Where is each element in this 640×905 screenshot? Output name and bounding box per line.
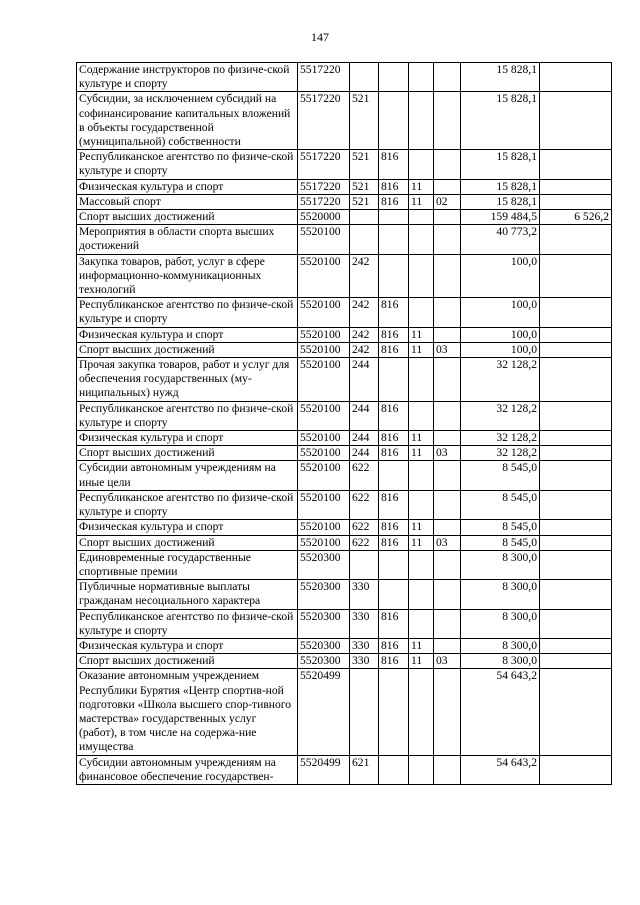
department-code-cell: 816	[379, 342, 409, 357]
section-code-cell	[409, 755, 434, 784]
amount-cell: 8 300,0	[461, 638, 540, 653]
expense-type-cell: 521	[350, 150, 379, 179]
subsection-code-cell	[434, 490, 461, 519]
target-article-cell: 5520100	[298, 461, 350, 490]
amount-cell: 8 545,0	[461, 520, 540, 535]
department-code-cell: 816	[379, 535, 409, 550]
section-code-cell: 11	[409, 327, 434, 342]
expense-type-cell: 242	[350, 254, 379, 298]
amount-extra-cell	[540, 755, 612, 784]
table-row	[77, 342, 612, 357]
section-code-cell	[409, 298, 434, 327]
section-code-cell	[409, 150, 434, 179]
target-article-cell: 5517220	[298, 92, 350, 150]
table-row	[77, 520, 612, 535]
table-row	[77, 461, 612, 490]
expense-type-cell: 242	[350, 298, 379, 327]
section-code-cell	[409, 210, 434, 225]
amount-extra-cell	[540, 150, 612, 179]
target-article-cell: 5520300	[298, 654, 350, 669]
target-article-cell: 5517220	[298, 150, 350, 179]
table-row	[77, 210, 612, 225]
subsection-code-cell: 03	[434, 446, 461, 461]
section-code-cell	[409, 401, 434, 430]
expense-name-cell: Единовременные государственные спортивные премии	[77, 550, 298, 579]
expense-type-cell: 521	[350, 92, 379, 150]
target-article-cell: 5520100	[298, 401, 350, 430]
target-article-cell: 5520100	[298, 327, 350, 342]
subsection-code-cell	[434, 431, 461, 446]
subsection-code-cell	[434, 669, 461, 755]
target-article-cell: 5520499	[298, 755, 350, 784]
amount-extra-cell	[540, 461, 612, 490]
target-article-cell: 5517220	[298, 194, 350, 209]
amount-cell: 100,0	[461, 298, 540, 327]
expense-type-cell: 622	[350, 490, 379, 519]
amount-cell: 8 300,0	[461, 580, 540, 609]
target-article-cell: 5520300	[298, 550, 350, 579]
department-code-cell	[379, 580, 409, 609]
amount-cell: 40 773,2	[461, 225, 540, 254]
section-code-cell: 11	[409, 446, 434, 461]
section-code-cell	[409, 461, 434, 490]
subsection-code-cell	[434, 327, 461, 342]
expense-name-cell: Прочая закупка товаров, работ и услуг для обеспечения государственных (му-ниципальных) нужд	[77, 358, 298, 402]
amount-extra-cell	[540, 520, 612, 535]
subsection-code-cell	[434, 92, 461, 150]
amount-extra-cell	[540, 298, 612, 327]
target-article-cell: 5520300	[298, 580, 350, 609]
department-code-cell	[379, 92, 409, 150]
expense-type-cell	[350, 63, 379, 92]
section-code-cell	[409, 254, 434, 298]
target-article-cell: 5517220	[298, 63, 350, 92]
department-code-cell: 816	[379, 401, 409, 430]
target-article-cell: 5520300	[298, 638, 350, 653]
amount-extra-cell	[540, 654, 612, 669]
expense-type-cell: 622	[350, 461, 379, 490]
expense-name-cell: Публичные нормативные выплаты гражданам несоциального характера	[77, 580, 298, 609]
subsection-code-cell	[434, 609, 461, 638]
amount-extra-cell	[540, 550, 612, 579]
expense-type-cell: 242	[350, 327, 379, 342]
table-row	[77, 654, 612, 669]
department-code-cell: 816	[379, 179, 409, 194]
table-body	[77, 63, 612, 785]
expense-name-cell: Субсидии автономным учреждениям на иные цели	[77, 461, 298, 490]
subsection-code-cell	[434, 550, 461, 579]
target-article-cell: 5520100	[298, 254, 350, 298]
section-code-cell	[409, 225, 434, 254]
section-code-cell: 11	[409, 535, 434, 550]
section-code-cell: 11	[409, 342, 434, 357]
expense-name-cell: Мероприятия в области спорта высших достижений	[77, 225, 298, 254]
budget-table	[76, 62, 612, 785]
expense-name-cell: Спорт высших достижений	[77, 342, 298, 357]
expense-name-cell: Субсидии автономным учреждениям на финансовое обеспечение государствен-	[77, 755, 298, 784]
department-code-cell	[379, 669, 409, 755]
section-code-cell	[409, 358, 434, 402]
expense-name-cell: Оказание автономным учреждением Республики Бурятия «Центр спортив-ной подготовки «Школа высшего спор-тивного мастерства» государственных услуг (работ), в том числе на содержа-ние имущества	[77, 669, 298, 755]
department-code-cell	[379, 254, 409, 298]
amount-cell: 32 128,2	[461, 446, 540, 461]
expense-type-cell: 244	[350, 401, 379, 430]
amount-cell: 8 545,0	[461, 461, 540, 490]
table-row	[77, 150, 612, 179]
expense-name-cell: Содержание инструкторов по физиче-ской культуре и спорту	[77, 63, 298, 92]
table-row	[77, 298, 612, 327]
subsection-code-cell	[434, 358, 461, 402]
section-code-cell: 11	[409, 431, 434, 446]
amount-cell: 15 828,1	[461, 194, 540, 209]
expense-name-cell: Спорт высших достижений	[77, 654, 298, 669]
amount-cell: 54 643,2	[461, 669, 540, 755]
subsection-code-cell	[434, 150, 461, 179]
expense-name-cell: Республиканское агентство по физиче-ской культуре и спорту	[77, 609, 298, 638]
table-row	[77, 358, 612, 402]
expense-name-cell: Физическая культура и спорт	[77, 520, 298, 535]
expense-name-cell: Спорт высших достижений	[77, 535, 298, 550]
table-row	[77, 63, 612, 92]
department-code-cell	[379, 63, 409, 92]
amount-cell: 54 643,2	[461, 755, 540, 784]
section-code-cell: 11	[409, 520, 434, 535]
table-row	[77, 327, 612, 342]
subsection-code-cell	[434, 298, 461, 327]
expense-type-cell: 242	[350, 342, 379, 357]
section-code-cell	[409, 609, 434, 638]
target-article-cell: 5520300	[298, 609, 350, 638]
amount-cell: 100,0	[461, 342, 540, 357]
department-code-cell	[379, 461, 409, 490]
section-code-cell	[409, 669, 434, 755]
table-row	[77, 92, 612, 150]
section-code-cell	[409, 92, 434, 150]
target-article-cell: 5520100	[298, 298, 350, 327]
subsection-code-cell	[434, 461, 461, 490]
amount-cell: 15 828,1	[461, 92, 540, 150]
table-row	[77, 401, 612, 430]
department-code-cell	[379, 550, 409, 579]
expense-name-cell: Республиканское агентство по физиче-ской культуре и спорту	[77, 401, 298, 430]
department-code-cell: 816	[379, 327, 409, 342]
section-code-cell: 11	[409, 638, 434, 653]
expense-type-cell	[350, 210, 379, 225]
subsection-code-cell	[434, 638, 461, 653]
target-article-cell: 5520499	[298, 669, 350, 755]
expense-name-cell: Массовый спорт	[77, 194, 298, 209]
amount-cell: 159 484,5	[461, 210, 540, 225]
amount-cell: 100,0	[461, 327, 540, 342]
department-code-cell: 816	[379, 194, 409, 209]
expense-type-cell: 330	[350, 580, 379, 609]
page-number: 147	[311, 30, 329, 44]
subsection-code-cell	[434, 401, 461, 430]
table-row	[77, 550, 612, 579]
department-code-cell: 816	[379, 609, 409, 638]
target-article-cell: 5520100	[298, 358, 350, 402]
expense-type-cell: 330	[350, 638, 379, 653]
amount-extra-cell	[540, 535, 612, 550]
target-article-cell: 5520100	[298, 431, 350, 446]
target-article-cell: 5520100	[298, 446, 350, 461]
table-row	[77, 755, 612, 784]
amount-extra-cell	[540, 194, 612, 209]
amount-extra-cell	[540, 179, 612, 194]
expense-name-cell: Физическая культура и спорт	[77, 431, 298, 446]
target-article-cell: 5520000	[298, 210, 350, 225]
expense-type-cell: 621	[350, 755, 379, 784]
expense-type-cell	[350, 550, 379, 579]
table-row	[77, 535, 612, 550]
amount-extra-cell	[540, 446, 612, 461]
expense-name-cell: Республиканское агентство по физиче-ской культуре и спорту	[77, 150, 298, 179]
amount-extra-cell	[540, 401, 612, 430]
department-code-cell: 816	[379, 490, 409, 519]
expense-name-cell: Физическая культура и спорт	[77, 327, 298, 342]
expense-type-cell	[350, 669, 379, 755]
department-code-cell	[379, 210, 409, 225]
expense-name-cell: Спорт высших достижений	[77, 446, 298, 461]
expense-name-cell: Физическая культура и спорт	[77, 638, 298, 653]
amount-extra-cell	[540, 342, 612, 357]
department-code-cell: 816	[379, 431, 409, 446]
amount-extra-cell: 6 526,2	[540, 210, 612, 225]
table-row	[77, 446, 612, 461]
department-code-cell: 816	[379, 654, 409, 669]
expense-type-cell: 244	[350, 431, 379, 446]
department-code-cell: 816	[379, 446, 409, 461]
amount-cell: 100,0	[461, 254, 540, 298]
amount-cell: 8 300,0	[461, 550, 540, 579]
expense-type-cell: 244	[350, 358, 379, 402]
section-code-cell: 11	[409, 194, 434, 209]
table-row	[77, 638, 612, 653]
subsection-code-cell	[434, 254, 461, 298]
subsection-code-cell	[434, 179, 461, 194]
amount-extra-cell	[540, 254, 612, 298]
amount-cell: 8 300,0	[461, 609, 540, 638]
expense-type-cell: 622	[350, 535, 379, 550]
target-article-cell: 5520100	[298, 535, 350, 550]
expense-type-cell: 521	[350, 179, 379, 194]
amount-extra-cell	[540, 609, 612, 638]
target-article-cell: 5520100	[298, 520, 350, 535]
section-code-cell	[409, 490, 434, 519]
department-code-cell: 816	[379, 298, 409, 327]
department-code-cell: 816	[379, 638, 409, 653]
table-row	[77, 431, 612, 446]
subsection-code-cell	[434, 210, 461, 225]
table-row	[77, 609, 612, 638]
section-code-cell	[409, 63, 434, 92]
target-article-cell: 5520100	[298, 490, 350, 519]
expense-name-cell: Субсидии, за исключением субсидий на софинансирование капитальных вложений в объекты государственной (муниципальной) собственности	[77, 92, 298, 150]
subsection-code-cell	[434, 520, 461, 535]
subsection-code-cell: 03	[434, 654, 461, 669]
department-code-cell	[379, 225, 409, 254]
amount-extra-cell	[540, 580, 612, 609]
subsection-code-cell	[434, 225, 461, 254]
amount-extra-cell	[540, 358, 612, 402]
subsection-code-cell: 02	[434, 194, 461, 209]
section-code-cell: 11	[409, 654, 434, 669]
table-row	[77, 490, 612, 519]
section-code-cell	[409, 550, 434, 579]
subsection-code-cell: 03	[434, 535, 461, 550]
amount-cell: 15 828,1	[461, 150, 540, 179]
table-row	[77, 194, 612, 209]
amount-cell: 8 300,0	[461, 654, 540, 669]
target-article-cell: 5520100	[298, 342, 350, 357]
amount-cell: 32 128,2	[461, 431, 540, 446]
section-code-cell	[409, 580, 434, 609]
amount-cell: 32 128,2	[461, 358, 540, 402]
target-article-cell: 5517220	[298, 179, 350, 194]
subsection-code-cell	[434, 755, 461, 784]
department-code-cell: 816	[379, 150, 409, 179]
amount-extra-cell	[540, 327, 612, 342]
expense-name-cell: Физическая культура и спорт	[77, 179, 298, 194]
expense-name-cell: Закупка товаров, работ, услуг в сфере информационно-коммуникационных технологий	[77, 254, 298, 298]
subsection-code-cell	[434, 63, 461, 92]
expense-name-cell: Республиканское агентство по физиче-ской культуре и спорту	[77, 490, 298, 519]
subsection-code-cell	[434, 580, 461, 609]
amount-cell: 15 828,1	[461, 179, 540, 194]
amount-extra-cell	[540, 490, 612, 519]
table-row	[77, 580, 612, 609]
amount-extra-cell	[540, 63, 612, 92]
subsection-code-cell: 03	[434, 342, 461, 357]
target-article-cell: 5520100	[298, 225, 350, 254]
amount-cell: 8 545,0	[461, 535, 540, 550]
amount-extra-cell	[540, 638, 612, 653]
amount-cell: 8 545,0	[461, 490, 540, 519]
amount-extra-cell	[540, 225, 612, 254]
expense-type-cell: 330	[350, 654, 379, 669]
amount-extra-cell	[540, 431, 612, 446]
department-code-cell	[379, 755, 409, 784]
table-row	[77, 669, 612, 755]
table-row	[77, 254, 612, 298]
expense-type-cell: 244	[350, 446, 379, 461]
amount-extra-cell	[540, 92, 612, 150]
expense-name-cell: Республиканское агентство по физиче-ской культуре и спорту	[77, 298, 298, 327]
amount-extra-cell	[540, 669, 612, 755]
department-code-cell: 816	[379, 520, 409, 535]
amount-cell: 15 828,1	[461, 63, 540, 92]
table-row	[77, 179, 612, 194]
amount-cell: 32 128,2	[461, 401, 540, 430]
expense-type-cell: 330	[350, 609, 379, 638]
department-code-cell	[379, 358, 409, 402]
expense-type-cell: 622	[350, 520, 379, 535]
expense-name-cell: Спорт высших достижений	[77, 210, 298, 225]
expense-type-cell: 521	[350, 194, 379, 209]
section-code-cell: 11	[409, 179, 434, 194]
expense-type-cell	[350, 225, 379, 254]
table-row	[77, 225, 612, 254]
